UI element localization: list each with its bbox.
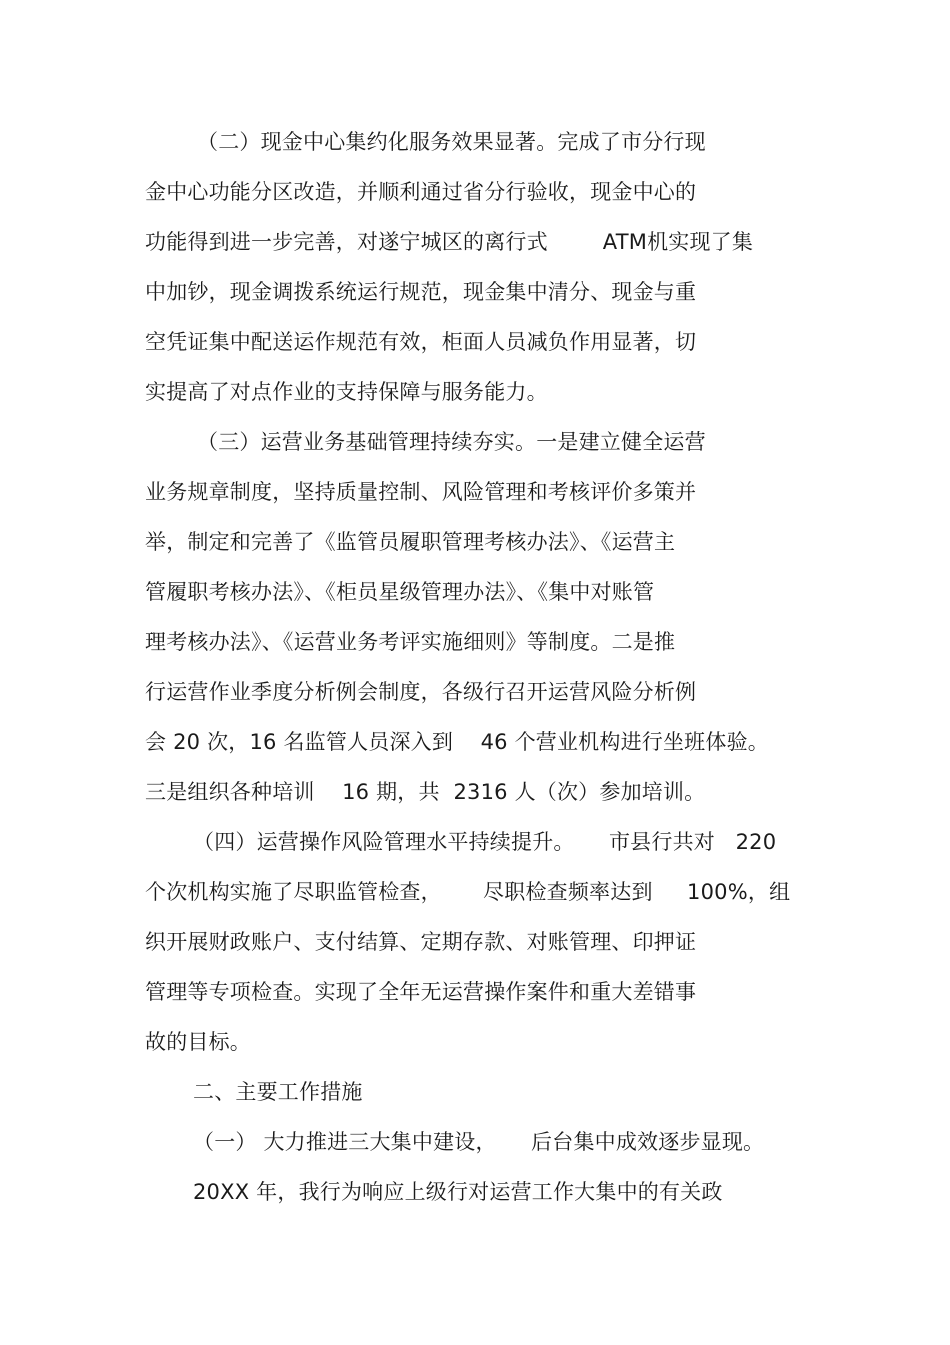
paragraph-line: 三是组织各种培训 16 期，共 2316 人（次）参加培训。: [145, 780, 706, 804]
paragraph-line: 实提高了对点作业的支持保障与服务能力。: [145, 380, 548, 404]
paragraph-line: 行运营作业季度分析例会制度，各级行召开运营风险分析例: [145, 680, 697, 704]
section-heading: 二、主要工作措施: [193, 1080, 363, 1104]
paragraph-line: （四）运营操作风险管理水平持续提升。 市县行共对 220: [193, 830, 777, 854]
paragraph-line: （二）现金中心集约化服务效果显著。完成了市分行现: [197, 130, 706, 154]
paragraph-line: 管履职考核办法》、《柜员星级管理办法》、《集中对账管: [145, 580, 655, 604]
paragraph-line: 中加钞，现金调拨系统运行规范，现金集中清分、现金与重: [145, 280, 697, 304]
paragraph-line: 织开展财政账户、支付结算、定期存款、对账管理、印押证: [145, 930, 697, 954]
paragraph-line: 20XX 年，我行为响应上级行对运营工作大集中的有关政: [193, 1180, 723, 1204]
paragraph-line: 业务规章制度，坚持质量控制、风险管理和考核评价多策并: [145, 480, 697, 504]
paragraph-line: （一） 大力推进三大集中建设， 后台集中成效逐步显现。: [193, 1130, 765, 1154]
paragraph-line: （三）运营业务基础管理持续夯实。一是建立健全运营: [197, 430, 706, 454]
paragraph-line: 举，制定和完善了《监管员履职管理考核办法》、《运营主: [145, 530, 676, 554]
paragraph-line: 功能得到进一步完善，对遂宁城区的离行式 ATM机实现了集: [145, 230, 754, 254]
paragraph-line: 金中心功能分区改造，并顺利通过省分行验收，现金中心的: [145, 180, 697, 204]
paragraph-line: 空凭证集中配送运作规范有效，柜面人员减负作用显著，切: [145, 330, 697, 354]
paragraph-line: 故的目标。: [145, 1030, 251, 1054]
paragraph-line: 个次机构实施了尽职监管检查， 尽职检查频率达到 100%，组: [145, 880, 791, 904]
paragraph-line: 会 20 次，16 名监管人员深入到 46 个营业机构进行坐班体验。: [145, 730, 769, 754]
paragraph-line: 理考核办法》、《运营业务考评实施细则》等制度。二是推: [145, 630, 676, 654]
paragraph-line: 管理等专项检查。实现了全年无运营操作案件和重大差错事: [145, 980, 697, 1004]
